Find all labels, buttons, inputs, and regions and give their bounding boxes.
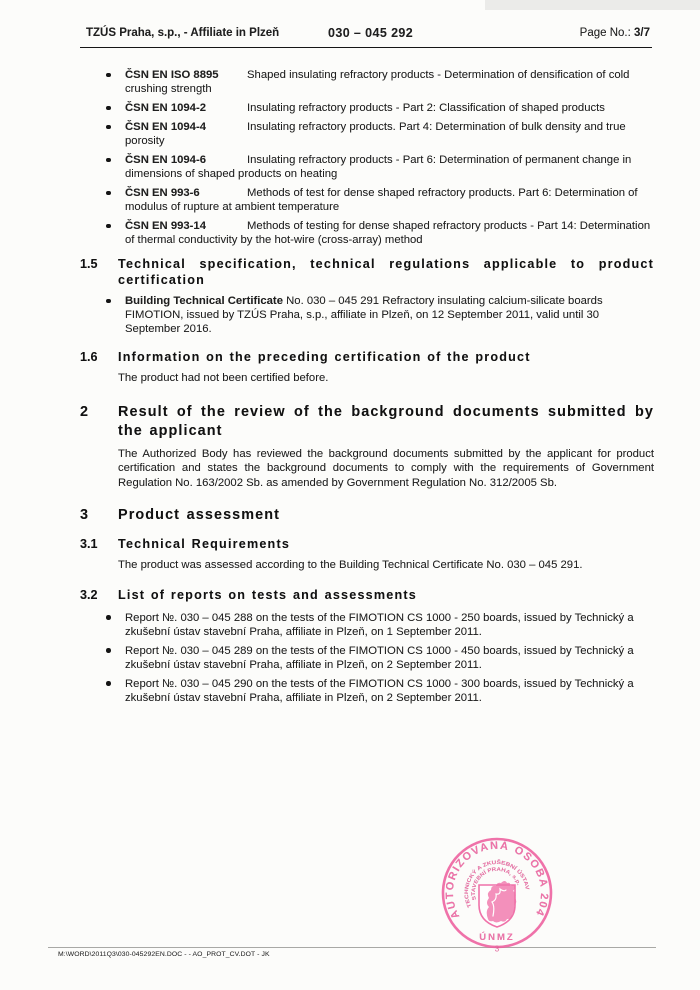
bullet-icon <box>106 299 111 304</box>
section-number: 1.5 <box>80 257 98 271</box>
standard-desc: Insulating refractory products. Part 4: Determination of bulk density and true porosity <box>125 121 626 147</box>
bullet-icon <box>106 158 111 163</box>
page-number <box>580 27 650 39</box>
section-number: 1.6 <box>80 350 98 364</box>
page-number-label: Page No.: <box>579 27 634 39</box>
header-rule <box>80 47 652 49</box>
bullet-icon <box>106 191 111 196</box>
reports-list <box>80 611 654 705</box>
standard-desc: Shaped insulating refractory products - Determination of densification of cold crushing strength <box>125 69 630 95</box>
report-text: Report №. 030 – 045 288 on the tests of the FIMOTION CS 1000 - 250 boards, issued by Technický a zkušební ústav stavební Praha, affiliate in Plzeň, on 1 September 2011. <box>125 611 634 638</box>
section-number: 3.2 <box>80 587 98 602</box>
scan-edge-artifact <box>485 0 700 10</box>
report-item <box>80 644 654 672</box>
standard-item <box>80 153 654 181</box>
section-number: 3.1 <box>80 537 98 551</box>
section-title: List of reports on tests and assessments <box>118 587 417 602</box>
section-title: Result of the review of the background documents submitted by the applicant <box>118 403 654 439</box>
footer-file-path: M:\WORD\2011Q3\030-045292EN.DOC - - AO_PROT_CV.DOT - JK <box>58 951 270 958</box>
standard-item <box>80 120 654 148</box>
header-organization: TZÚS Praha, s.p., - Affiliate in Plzeň <box>86 27 280 39</box>
section-heading-3-2 <box>80 587 654 603</box>
report-text: Report №. 030 – 045 289 on the tests of the FIMOTION CS 1000 - 450 boards, issued by Technický a zkušební ústav stavební Praha, affiliate in Plzeň, on 2 September 2011. <box>125 644 634 671</box>
standard-item <box>80 101 654 115</box>
document-body <box>80 58 654 710</box>
bullet-icon <box>106 648 111 653</box>
report-text: Report №. 030 – 045 290 on the tests of the FIMOTION CS 1000 - 300 boards, issued by Technický a zkušební ústav stavební Praha, affiliate in Plzeň, on 2 September 2011. <box>125 677 634 704</box>
section-heading-3-1 <box>80 536 654 552</box>
certification-stamp <box>417 813 577 973</box>
section-heading-2 <box>80 403 654 441</box>
standard-item <box>80 68 654 96</box>
stamp-org-line1: TECHNICKÝ A ZKUŠEBNÍ ÚSTAV <box>463 859 530 909</box>
bullet-icon <box>106 224 111 229</box>
bullet-icon <box>106 73 111 78</box>
section-title: Technical specification, technical regulations applicable to product certification <box>118 257 654 287</box>
standard-code: ČSN EN 993-6 <box>125 187 200 199</box>
standard-desc: Methods of testing for dense shaped refractory products - Part 14: Determination of thermal conductivity by the hot-wire (cross-array) method <box>125 220 651 246</box>
standard-code: ČSN EN ISO 8895 <box>125 69 219 81</box>
section-1-6-paragraph: The product had not been certified before. <box>118 372 329 384</box>
section-title: Product assessment <box>118 507 281 523</box>
section-heading-1-6 <box>80 349 654 365</box>
report-item <box>80 611 654 639</box>
bullet-icon <box>106 615 111 620</box>
standard-desc: Insulating refractory products - Part 6: Determination of permanent change in dimensions of shaped products on heating <box>125 154 632 180</box>
standard-item <box>80 219 654 247</box>
stamp-number-below: 3 <box>494 944 500 954</box>
stamp-unmz-text: ÚNMZ <box>479 932 515 943</box>
certificate-name: Building Technical Certificate <box>125 295 283 307</box>
bullet-icon <box>106 106 111 111</box>
page-header <box>80 24 652 46</box>
certificate-details: No. 030 – 045 291 Refractory insulating calcium-silicate boards FIMOTION, issued by TZÚS Praha, s.p., affiliate in Plzeň, on 12 September 2011, valid until 30 September 2016. <box>125 295 603 335</box>
standard-code: ČSN EN 1094-2 <box>125 102 206 114</box>
section-title: Technical Requirements <box>118 537 291 551</box>
bullet-icon <box>106 125 111 130</box>
stamp-ring-text: AUTORIZOVANÁ OSOBA 204 <box>443 839 551 921</box>
standards-list <box>80 68 654 247</box>
section-title: Information on the preceding certification of the product <box>118 350 531 364</box>
standard-code: ČSN EN 1094-4 <box>125 121 206 133</box>
section-heading-3 <box>80 506 654 525</box>
page-number-value: 3/7 <box>634 27 650 39</box>
section-2-paragraph: The Authorized Body has reviewed the background documents submitted by the applicant for product certification and states the background documents to comply with the requirements of Government Regulation No. 163/2002 Sb. as amended by Government Regulation No. 312/2005 Sb. <box>118 447 654 489</box>
stamp-org-line2: STAVEBNÍ PRAHA, s.p. <box>470 866 522 901</box>
standard-desc: Methods of test for dense shaped refractory products. Part 6: Determination of modulus of rupture at ambient temperature <box>125 187 638 213</box>
standard-code: ČSN EN 993-14 <box>125 220 206 232</box>
section-number: 3 <box>80 507 89 523</box>
header-document-number: 030 – 045 292 <box>328 26 414 40</box>
section-number: 2 <box>80 403 89 420</box>
standard-code: ČSN EN 1094-6 <box>125 154 206 166</box>
standard-item <box>80 186 654 214</box>
bullet-icon <box>106 681 111 686</box>
section-heading-1-5 <box>80 256 654 288</box>
report-item <box>80 677 654 705</box>
section-3-1-paragraph: The product was assessed according to the Building Technical Certificate No. 030 – 045 291. <box>118 559 583 571</box>
certificate-bullet <box>80 294 654 336</box>
standard-desc: Insulating refractory products - Part 2: Classification of shaped products <box>247 102 605 114</box>
